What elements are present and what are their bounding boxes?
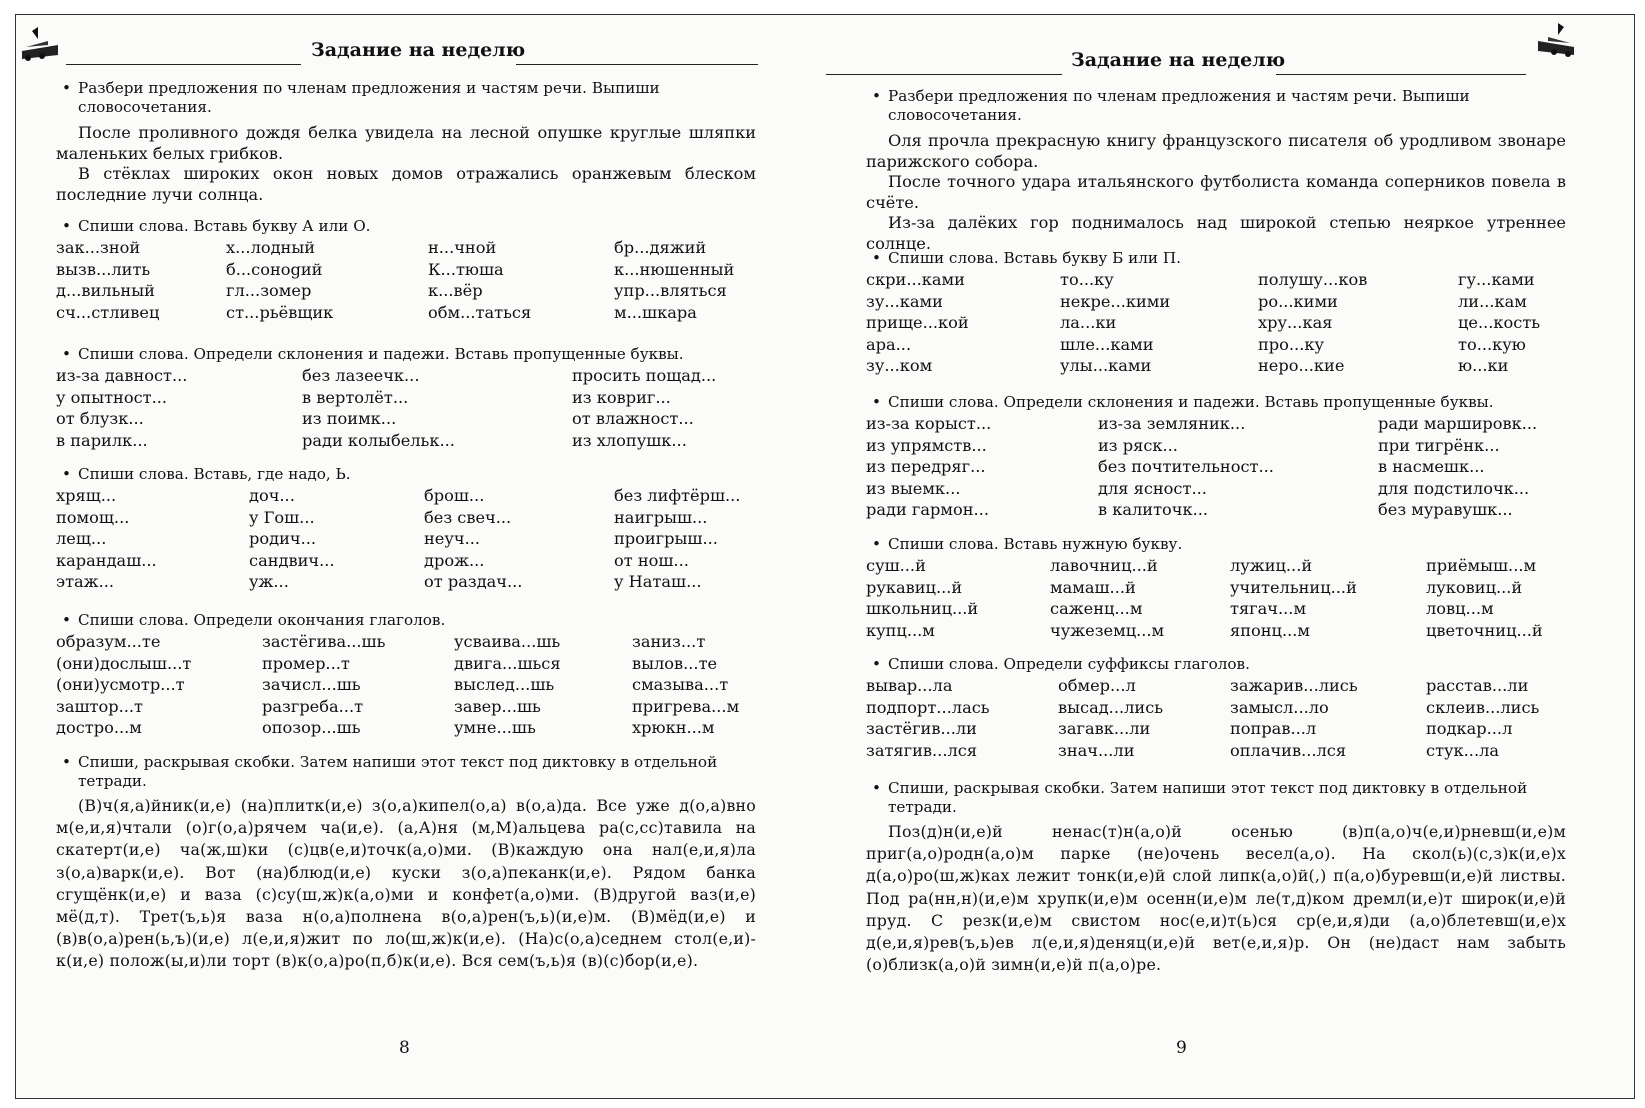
word-row [56, 486, 756, 508]
word: дрож... [424, 550, 485, 570]
word: без лазеечк... [302, 366, 420, 385]
word: суш...й [866, 556, 926, 575]
word: н...чной [428, 238, 497, 257]
word-row [866, 621, 1566, 643]
word: обмер...л [1058, 676, 1136, 695]
word: х...лодный [226, 238, 316, 257]
header-rule-right [1276, 74, 1526, 75]
word: ли...кам [1458, 291, 1527, 311]
word: ю...ки [1458, 356, 1509, 375]
task-instruction: • Спиши, раскрывая скобки. Затем напиши этот текст под диктовку в отдельной тетради. [56, 753, 756, 791]
word: у опытност... [56, 387, 168, 407]
word: стук...ла [1426, 740, 1500, 760]
word-row [56, 632, 756, 654]
word-grid [866, 556, 1566, 642]
word-row [56, 697, 756, 719]
task-instruction: • Разбери предложения по членам предложения и частям речи. Выпиши словосочетания. [56, 79, 756, 117]
word: у Гош... [249, 507, 315, 527]
left-page [56, 15, 801, 1098]
word-grid [56, 632, 756, 740]
word: от нош... [614, 550, 689, 570]
word: без муравушк... [1378, 500, 1513, 519]
word: гл...зомер [226, 281, 312, 300]
word: приёмыш...м [1426, 556, 1537, 575]
word: завер...шь [454, 696, 541, 716]
word: мамаш...й [1050, 577, 1136, 597]
word-row [56, 572, 756, 594]
word-row [56, 654, 756, 676]
word-row [866, 313, 1566, 335]
word-grid [56, 366, 756, 452]
word: хрюкн...м [632, 718, 715, 737]
task-instruction: • Спиши слова. Определи суффиксы глаголов. [866, 655, 1566, 674]
word: знач...ли [1058, 740, 1135, 760]
word: к...нюшенный [614, 259, 735, 279]
word-row [56, 718, 756, 740]
word: проигрыш... [614, 529, 718, 548]
task-instruction: • Спиши слова. Определи склонения и падежи. Вставь пропущенные буквы. [56, 345, 756, 364]
header-rule-left [66, 64, 301, 65]
task-instruction: • Разбери предложения по членам предложения и частям речи. Выпиши словосочетания. [866, 87, 1566, 125]
word-row [866, 500, 1566, 522]
word: д...вильный [56, 281, 155, 300]
word: при тигрёнк... [1378, 435, 1500, 455]
task-dictation [56, 753, 756, 973]
word-row [56, 551, 756, 573]
word-row [866, 356, 1566, 378]
word-row [866, 599, 1566, 621]
word: просить пощад... [572, 366, 717, 385]
sentence: В стёклах широких окон новых домов отражались оранжевым блеском последние лучи солнца. [56, 164, 756, 204]
word: чужеземц...м [1050, 620, 1165, 640]
word-row [56, 529, 756, 551]
word: родич... [249, 529, 317, 548]
word: лавочниц...й [1050, 556, 1158, 575]
word-row [866, 741, 1566, 763]
word: промер...т [262, 653, 350, 673]
sentence: После проливного дождя белка увидела на лесной опушке круглые шляпки маленьких белых грибков. [56, 123, 756, 163]
word-row [56, 281, 756, 303]
word: в калиточк... [1098, 500, 1209, 519]
word: вызв...лить [56, 259, 151, 279]
word: лещ... [56, 529, 107, 548]
dictation-text: Поз(д)н(и,е)й ненас(т)н(а,о)й осенью (в)п(а,о)ч(е,и)рневш(и,е)м приг(а,о)родн(а,о)м парке (не)очень весел(а,о). На скол(ь)(с,з)к(и,е)х д(а,о)ро(ш,ж)ках лежит тонк(и,е)й слой липк(а,о)й(,) п(а,о)буревш(и,е)й листвы. Под ра(нн,н)(и,е)м хрупк(и,е)м осенн(и,е)м ле(т,д)ком дремл(и,е)т широк(и,е)й пруд. С резк(и,е)м свистом нос(е,и)т(ь)ся ср(е,и,я)ди (а,о)блетевш(и,е)х д(е,и,я)рев(ъ,ь)ев л(е,и,я)деняц(и,е)й вет(е,и,я)р. Он (не)даст нам забыть (о)близк(а,о)й зимн(и,е)й п(а,о)ре. [866, 822, 1566, 975]
word: то...ку [1060, 270, 1114, 289]
word: из упрямств... [866, 435, 987, 455]
page-logo-icon [1534, 21, 1578, 61]
task-verb-suffixes [866, 655, 1566, 762]
right-page [866, 15, 1606, 1098]
word: вылов...те [632, 653, 718, 673]
task-instruction: • Спиши слова. Вставь нужную букву. [866, 535, 1566, 554]
word: уж... [249, 572, 289, 591]
word-row [56, 238, 756, 260]
word: без свеч... [424, 507, 512, 527]
word: ро...кими [1258, 291, 1338, 311]
word: упр...вляться [614, 281, 727, 300]
word-row [866, 436, 1566, 458]
word: то...кую [1458, 334, 1526, 354]
word-grid [866, 676, 1566, 762]
word: этаж... [56, 572, 114, 591]
word: образум...те [56, 632, 161, 651]
word: це...кость [1458, 313, 1541, 332]
word: склеив...лись [1426, 697, 1540, 717]
word: бр...дяжий [614, 238, 707, 257]
word: расстав...ли [1426, 676, 1529, 695]
word: ради гармон... [866, 500, 989, 519]
word: из поимк... [302, 409, 397, 428]
word-grid [866, 270, 1566, 378]
dictation-text: (В)ч(я,а)йник(и,е) (на)плитк(и,е) з(о,а)кипел(о,а) в(о,а)да. Все уже д(о,а)вно м(е,и,я)чтали (о)г(о,а)рячем ча(и,е). (а,А)ня (м,М)альцева ра(с,сс)тавила на скатерт(и,е) ча(ж,ш)ки (с)цв(е,и)точк(а,о)ми. (В)каждую она нал(е,и,я)ла з(о,а)варк(и,е). Вот (на)блюд(и,е) куски з(о,а)пеканк(и,е). Рядом банка сгущёнк(и,е) и ваза (с)су(ш,ж)к(а,о)ми и конфет(а,о)ми. (В)другой ваз(и,е) мё(д,т). Трет(ъ,ь)я ваза н(о,а)полнена в(о,а)рен(ъ,ь)(и,е)м. (В)мёд(и,е) и (в)в(о,а)рен(ь,ъ)(и,е) л(е,и,я)жит по ло(ш,ж)к(и,е). (На)с(о,а)седнем стол(е,и)-к(и,е) полож(ы,и)ли торт (в)к(о,а)ро(п,б)к(и,е). Вся сем(ъ,ь)я (в)(с)бор(и,е). [56, 796, 756, 971]
word: оплачив...лся [1230, 740, 1347, 760]
page-number: 8 [399, 1038, 410, 1058]
word-row [866, 719, 1566, 741]
word-row [866, 414, 1566, 436]
word: подпорт...лась [866, 697, 990, 717]
word: из ковриг... [572, 387, 671, 407]
header-title: Задание на неделю [1071, 49, 1286, 71]
word: рукавиц...й [866, 577, 963, 597]
task-instruction: • Спиши слова. Вставь, где надо, Ь. [56, 465, 756, 484]
word: опозор...шь [262, 718, 361, 737]
word: зачисл...шь [262, 675, 361, 694]
word: скри...ками [866, 270, 965, 289]
word-row [866, 578, 1566, 600]
word: для ясност... [1098, 478, 1207, 498]
word: усваива...шь [454, 632, 561, 651]
word: зак...зной [56, 238, 141, 257]
word-row [56, 388, 756, 410]
word: зу...ками [866, 291, 943, 311]
word: смазыва...т [632, 675, 729, 694]
word: из ряск... [1098, 435, 1178, 455]
word: в вертолёт... [302, 387, 409, 407]
word: ла...ки [1060, 313, 1117, 332]
word: лужиц...й [1230, 556, 1313, 575]
word: высад...лись [1058, 697, 1164, 717]
word: (они)усмотр...т [56, 675, 185, 694]
word: застёгива...шь [262, 632, 386, 651]
word: из передряг... [866, 457, 986, 476]
word: замысл...ло [1230, 697, 1329, 717]
word: двига...шься [454, 653, 561, 673]
word: некре...кими [1060, 291, 1171, 311]
word: улы...ками [1060, 356, 1152, 375]
word: саженц...м [1050, 599, 1143, 618]
page-header [56, 39, 801, 69]
word: тягач...м [1230, 599, 1307, 618]
word: полушу...ков [1258, 270, 1368, 289]
task-instruction: • Спиши слова. Вставь букву А или О. [56, 217, 756, 236]
word: без почтительност... [1098, 457, 1274, 476]
book-spread [15, 14, 1635, 1099]
word-row [866, 292, 1566, 314]
header-title: Задание на неделю [311, 39, 526, 61]
word-grid [56, 486, 756, 594]
word: из-за корыст... [866, 414, 992, 433]
word: доч... [249, 486, 295, 505]
word-row [56, 508, 756, 530]
word: купц...м [866, 620, 935, 640]
word: пригрева...м [632, 696, 740, 716]
task-instruction: • Спиши слова. Определи окончания глаголов. [56, 611, 756, 630]
word: от блузк... [56, 409, 144, 428]
word: в парилк... [56, 430, 148, 450]
word-grid [56, 238, 756, 324]
word: вывар...ла [866, 676, 953, 695]
word: заниз...т [632, 632, 706, 651]
task-parse-sentences [56, 79, 756, 205]
word: загавк...ли [1058, 719, 1151, 738]
word: в насмешк... [1378, 457, 1485, 476]
word: ради колыбельк... [302, 430, 455, 450]
word-row [56, 431, 756, 453]
word: гу...ками [1458, 270, 1535, 289]
word: неро...кие [1258, 356, 1345, 375]
word: затягив...лся [866, 740, 978, 760]
page-number: 9 [1176, 1038, 1187, 1058]
word: японц...м [1230, 620, 1310, 640]
word: ара... [866, 334, 912, 354]
word: достро...м [56, 718, 142, 737]
sentence: Оля прочла прекрасную книгу французского писателя об уродливом звонаре парижского собора. [866, 131, 1566, 171]
word-row [866, 676, 1566, 698]
word: луковиц...й [1426, 577, 1523, 597]
task-instruction: • Спиши слова. Вставь букву Б или П. [866, 249, 1566, 268]
word: выслед...шь [454, 675, 555, 694]
word-row [866, 479, 1566, 501]
word: неуч... [424, 529, 481, 548]
task-insert-b-p [866, 249, 1566, 378]
word-row [56, 409, 756, 431]
word: сч...стливец [56, 302, 160, 322]
word: от раздач... [424, 572, 523, 591]
word-row [866, 457, 1566, 479]
word: из-за давност... [56, 366, 188, 385]
word: (они)дослыш...т [56, 653, 192, 673]
word: хрящ... [56, 486, 117, 505]
word: про...ку [1258, 334, 1324, 354]
word: прище...кой [866, 313, 969, 332]
word: зу...ком [866, 356, 933, 375]
word: м...шкара [614, 302, 697, 322]
task-insert-letter [866, 535, 1566, 642]
word-row [56, 366, 756, 388]
word: разгреба...т [262, 696, 364, 716]
word: карандаш... [56, 550, 157, 570]
word: брош... [424, 486, 485, 505]
word: зажарив...лись [1230, 676, 1358, 695]
word: обм...таться [428, 302, 532, 322]
word-row [56, 675, 756, 697]
word: заштор...т [56, 696, 143, 716]
task-declensions [866, 393, 1566, 522]
word: шле...ками [1060, 334, 1154, 354]
task-soft-sign [56, 465, 756, 594]
word: хру...кая [1258, 313, 1333, 332]
word: ради маршировк... [1378, 414, 1538, 433]
task-dictation [866, 779, 1566, 976]
page-header [866, 49, 1606, 79]
word: ст...рьёвщик [226, 302, 334, 322]
word: застёгив...ли [866, 719, 977, 738]
word: школьниц...й [866, 599, 979, 618]
word: цветочниц...й [1426, 620, 1543, 640]
task-instruction: • Спиши слова. Определи склонения и падежи. Вставь пропущенные буквы. [866, 393, 1566, 412]
word: умне...шь [454, 718, 536, 737]
word: сандвич... [249, 550, 335, 570]
word: к...вёр [428, 281, 483, 300]
word-row [866, 270, 1566, 292]
word: поправ...л [1230, 719, 1317, 738]
word: без лифтёрш... [614, 486, 741, 505]
word: б...сонogий [226, 259, 323, 279]
sentence: Из-за далёких гор поднималось над широкой степью неяркое утреннее солнце. [866, 213, 1566, 253]
task-insert-a-o [56, 217, 756, 324]
header-rule-left [826, 74, 1062, 75]
word: ловц...м [1426, 599, 1494, 618]
word: К...тюша [428, 259, 504, 279]
word: подкар...л [1426, 719, 1513, 738]
word-row [56, 260, 756, 282]
word-grid [866, 414, 1566, 522]
word: наигрыш... [614, 507, 708, 527]
word-row [866, 335, 1566, 357]
task-parse-sentences [866, 87, 1566, 254]
sentence: После точного удара итальянского футболиста команда соперников повела в счёте. [866, 172, 1566, 212]
task-verb-endings [56, 611, 756, 740]
word: помощ... [56, 507, 130, 527]
word-row [56, 303, 756, 325]
task-instruction: • Спиши, раскрывая скобки. Затем напиши этот текст под диктовку в отдельной тетради. [866, 779, 1566, 817]
word-row [866, 556, 1566, 578]
word: из хлопушк... [572, 430, 687, 450]
word: от влажност... [572, 409, 694, 428]
word: у Наташ... [614, 572, 702, 591]
word: для подстилочк... [1378, 478, 1530, 498]
word-row [866, 698, 1566, 720]
header-rule-right [516, 64, 758, 65]
word: из выемк... [866, 478, 961, 498]
word: учительниц...й [1230, 577, 1357, 597]
word: из-за земляник... [1098, 414, 1246, 433]
task-declensions [56, 345, 756, 452]
